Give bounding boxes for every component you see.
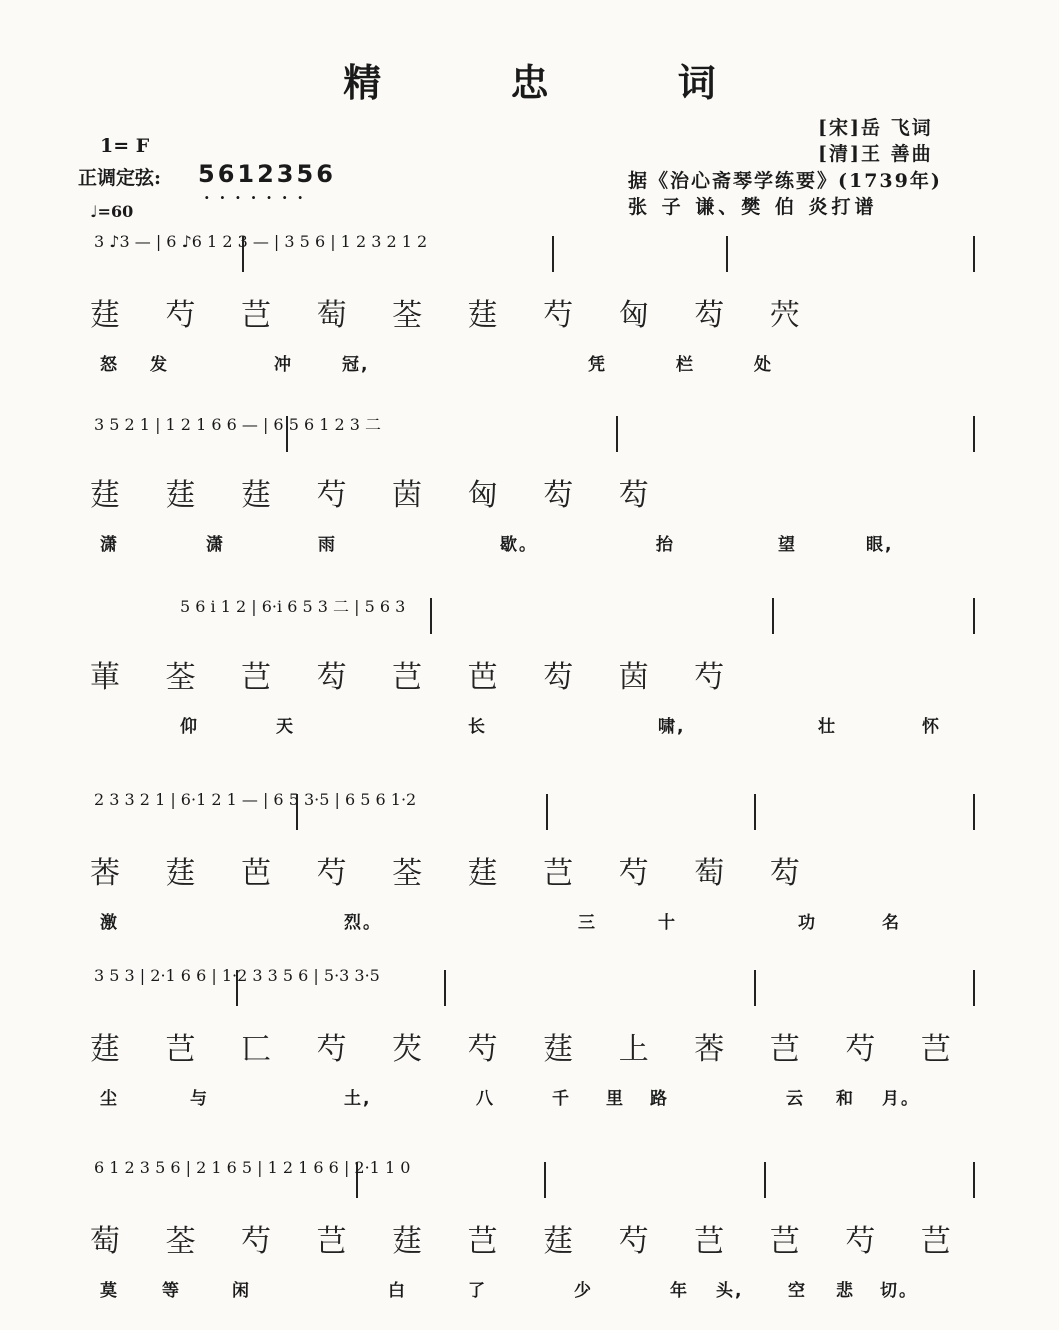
score-system-2 (90, 412, 975, 562)
lyric-syllable: 仰 (180, 717, 199, 737)
notation-staff (90, 232, 975, 294)
lyric-syllable: 月。 (882, 1089, 920, 1109)
key-signature: 1= F (100, 135, 150, 157)
lyric-syllable: 少 (574, 1281, 593, 1301)
lyric-syllable: 等 (162, 1281, 181, 1301)
lyric-syllable: 尘 (100, 1089, 119, 1109)
numbered-notes: 6 1 2 3 5 6 | 2 1 6 5 | 1 2 1 6 6 | 2·1 1 0 (94, 1158, 411, 1177)
qin-tablature: 莛 芑 匸 芍 芡 芍 莛 上 莕 芑 芍 芑 (90, 1032, 969, 1067)
lyric-syllable: 千 (552, 1089, 571, 1109)
transcriber-credit: 张 子 谦、樊 伯 炎打谱 (628, 196, 878, 218)
lyric-syllable: 白 (388, 1281, 407, 1301)
tuning-octave-dots: ······· (204, 188, 313, 207)
lyric-syllable: 和 (836, 1089, 855, 1109)
lyrics-line (90, 350, 975, 380)
lyric-syllable: 潇 (100, 535, 119, 555)
lyric-syllable: 土, (344, 1089, 372, 1109)
lyric-syllable: 头, (716, 1281, 744, 1301)
source-credit: 据《治心斋琴学练要》(1739年) (628, 170, 942, 192)
notation-staff (90, 412, 975, 474)
lyric-syllable: 了 (468, 1281, 487, 1301)
lyric-syllable: 闲 (232, 1281, 251, 1301)
numbered-notes: 5 6 i 1 2 | 6·i 6 5 3 二 | 5 6 3 (180, 597, 406, 616)
notation-staff (90, 966, 975, 1028)
tuning-label: 正调定弦: (78, 167, 162, 189)
lyric-syllable: 壮 (818, 717, 837, 737)
tempo-marking: ♩=60 (90, 202, 134, 221)
lyric-syllable: 栏 (676, 355, 695, 375)
qin-tablature: 莛 芍 芑 萄 荃 莛 芍 匈 芶 茓 (90, 298, 818, 333)
numbered-notes: 3 ♪3 — | 6 ♪6 1 2 3 — | 3 5 6 | 1 2 3 2 1 2 (94, 232, 428, 251)
lyric-syllable: 路 (650, 1089, 669, 1109)
lyrics-line (90, 712, 975, 742)
qin-tablature: 莛 莛 莛 芍 茵 匈 芶 芶 (90, 478, 667, 513)
lyric-syllable: 望 (778, 535, 797, 555)
lyricist-credit: [宋]岳 飞词 (818, 117, 933, 139)
lyric-syllable: 云 (786, 1089, 805, 1109)
notation-staff (90, 790, 975, 852)
lyric-syllable: 怀 (922, 717, 941, 737)
lyrics-line (90, 908, 975, 938)
qin-tablature: 莗 荃 芑 芶 芑 芭 芶 茵 芍 (90, 660, 743, 695)
lyric-syllable: 十 (658, 913, 677, 933)
lyric-syllable: 三 (578, 913, 597, 933)
lyric-syllable: 处 (754, 355, 773, 375)
lyrics-line (90, 1276, 975, 1306)
score-system-1 (90, 232, 975, 382)
lyric-syllable: 八 (476, 1089, 495, 1109)
numbered-notes: 2 3 3 2 1 | 6·1 2 1 — | 6 5 3·5 | 6 5 6 1·2 (94, 790, 417, 809)
qin-tablature: 萄 荃 芍 芑 莛 芑 莛 芍 芑 芑 芍 芑 (90, 1224, 969, 1259)
lyric-syllable: 切。 (880, 1281, 918, 1301)
tuning-notes: 5612356 (198, 160, 336, 188)
lyric-syllable: 天 (276, 717, 295, 737)
lyric-syllable: 啸, (658, 717, 686, 737)
lyric-syllable: 歇。 (500, 535, 538, 555)
score-system-3 (90, 594, 975, 744)
score-system-6 (90, 1158, 975, 1308)
qin-tablature: 莕 莛 芭 芍 荃 莛 芑 芍 萄 芶 (90, 856, 818, 891)
lyric-syllable: 眼, (866, 535, 894, 555)
lyric-syllable: 功 (798, 913, 817, 933)
lyric-syllable: 烈。 (344, 913, 382, 933)
numbered-notes: 3 5 3 | 2·1 6 6 | 1·2 3 3 5 6 | 5·3 3·5 (94, 966, 380, 985)
lyric-syllable: 冲 (274, 355, 293, 375)
lyric-syllable: 悲 (836, 1281, 855, 1301)
score-system-4 (90, 790, 975, 940)
lyric-syllable: 怒 (100, 355, 119, 375)
lyric-syllable: 冠, (342, 355, 370, 375)
lyric-syllable: 与 (190, 1089, 209, 1109)
lyric-syllable: 雨 (318, 535, 337, 555)
page-title: 精 忠 词 (343, 60, 774, 105)
lyric-syllable: 发 (150, 355, 169, 375)
lyrics-line (90, 1084, 975, 1114)
score-system-5 (90, 966, 975, 1116)
lyric-syllable: 年 (670, 1281, 689, 1301)
lyric-syllable: 抬 (656, 535, 675, 555)
lyric-syllable: 莫 (100, 1281, 119, 1301)
lyrics-line (90, 530, 975, 560)
composer-credit: [清]王 善曲 (818, 143, 933, 165)
notation-staff (90, 1158, 975, 1220)
numbered-notes: 3 5 2 1 | 1 2 1 6 6 — | 6 5 6 1 2 3 二 (94, 415, 382, 434)
notation-staff (90, 594, 975, 656)
lyric-syllable: 凭 (588, 355, 607, 375)
lyric-syllable: 激 (100, 913, 119, 933)
lyric-syllable: 里 (606, 1089, 625, 1109)
lyric-syllable: 名 (882, 913, 901, 933)
lyric-syllable: 潇 (206, 535, 225, 555)
lyric-syllable: 长 (468, 717, 487, 737)
lyric-syllable: 空 (788, 1281, 807, 1301)
